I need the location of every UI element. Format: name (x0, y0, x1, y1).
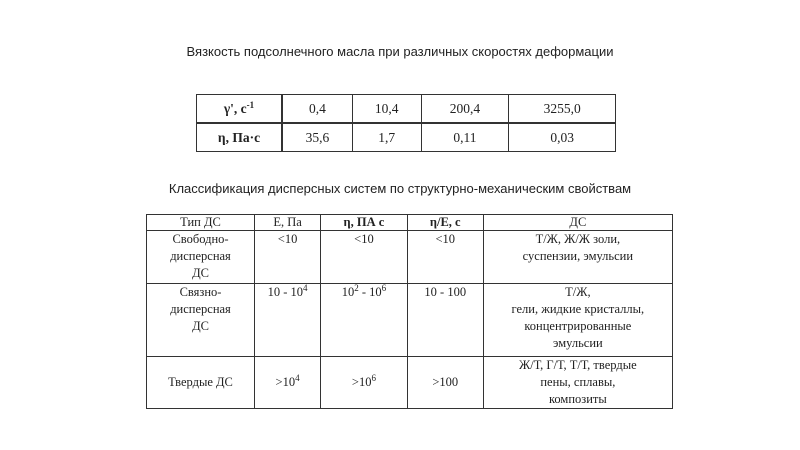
cell-text: - 10 (358, 285, 382, 299)
ds-cell (483, 231, 672, 284)
cell-line: Т/Ж, Ж/Ж золи, (535, 232, 621, 246)
cell-line: гели, жидкие кристаллы, (511, 302, 645, 316)
cell-exponent: 4 (303, 283, 308, 293)
column-header: ДС (483, 215, 672, 231)
cell-line: эмульсии (552, 336, 603, 350)
ds-cell (483, 357, 672, 409)
cell-line: Ж/Т, Г/Т, Т/Т, твердые (519, 358, 637, 372)
table-row (147, 284, 673, 357)
cell-line: пены, сплавы, (540, 375, 616, 389)
table-cell: <10 (407, 231, 483, 284)
cell-exponent: 2 (354, 283, 359, 293)
table1-title: Вязкость подсолнечного масла при различных скоростях деформации (186, 44, 614, 59)
cell-line: ДС (192, 266, 209, 280)
cell-exponent: 4 (295, 373, 300, 383)
type-cell (147, 284, 255, 357)
table-cell (321, 284, 408, 357)
label-text: γ', с (223, 100, 247, 116)
column-header: Е, Па (255, 215, 321, 231)
table-cell (321, 357, 408, 409)
cell-line: Связно- (179, 285, 222, 299)
cell-exponent: 6 (381, 283, 387, 293)
type-cell: Твердые ДС (147, 357, 255, 409)
cell-line: Т/Ж, (565, 285, 591, 299)
cell-text: >10 (351, 375, 372, 389)
table-row (197, 123, 616, 152)
table-row (197, 95, 616, 124)
row-label-viscosity: η, Па·с (197, 123, 283, 152)
cell-exponent: 6 (371, 373, 376, 383)
table-cell: 3255,0 (509, 95, 616, 124)
table-cell: 35,6 (282, 123, 352, 152)
table-cell: 10 - 100 (407, 284, 483, 357)
cell-line: ДС (192, 319, 209, 333)
cell-line: концентрированные (524, 319, 632, 333)
table-cell: <10 (321, 231, 408, 284)
column-header: η, ПА с (321, 215, 408, 231)
table-cell (255, 357, 321, 409)
table-cell: 10,4 (352, 95, 421, 124)
cell-line: дисперсная (170, 302, 231, 316)
ds-cell (483, 284, 672, 357)
table-cell (255, 284, 321, 357)
cell-text: 10 - 10 (267, 285, 304, 299)
table-cell: 0,4 (282, 95, 352, 124)
label-exponent: -1 (246, 99, 255, 110)
table-cell: 0,03 (509, 123, 616, 152)
classification-table (146, 214, 673, 409)
table-row (147, 357, 673, 409)
table-cell: 200,4 (421, 95, 509, 124)
table-row (147, 231, 673, 284)
cell-text: 10 (341, 285, 355, 299)
table-cell: 0,11 (421, 123, 509, 152)
column-header: Тип ДС (147, 215, 255, 231)
type-cell (147, 231, 255, 284)
viscosity-table (196, 94, 616, 152)
cell-line: Свободно- (172, 232, 229, 246)
table-header-row (147, 215, 673, 231)
table-cell: 1,7 (352, 123, 421, 152)
column-header: η/Е, с (407, 215, 483, 231)
cell-line: композиты (548, 392, 607, 406)
cell-line: суспензии, эмульсии (522, 249, 634, 263)
row-label-shear-rate (197, 95, 283, 124)
table-cell: <10 (255, 231, 321, 284)
cell-line: дисперсная (170, 249, 231, 263)
table-cell: >100 (407, 357, 483, 409)
cell-text: >10 (275, 375, 296, 389)
table2-title: Классификация дисперсных систем по структурно-механическим свойствам (168, 181, 632, 196)
